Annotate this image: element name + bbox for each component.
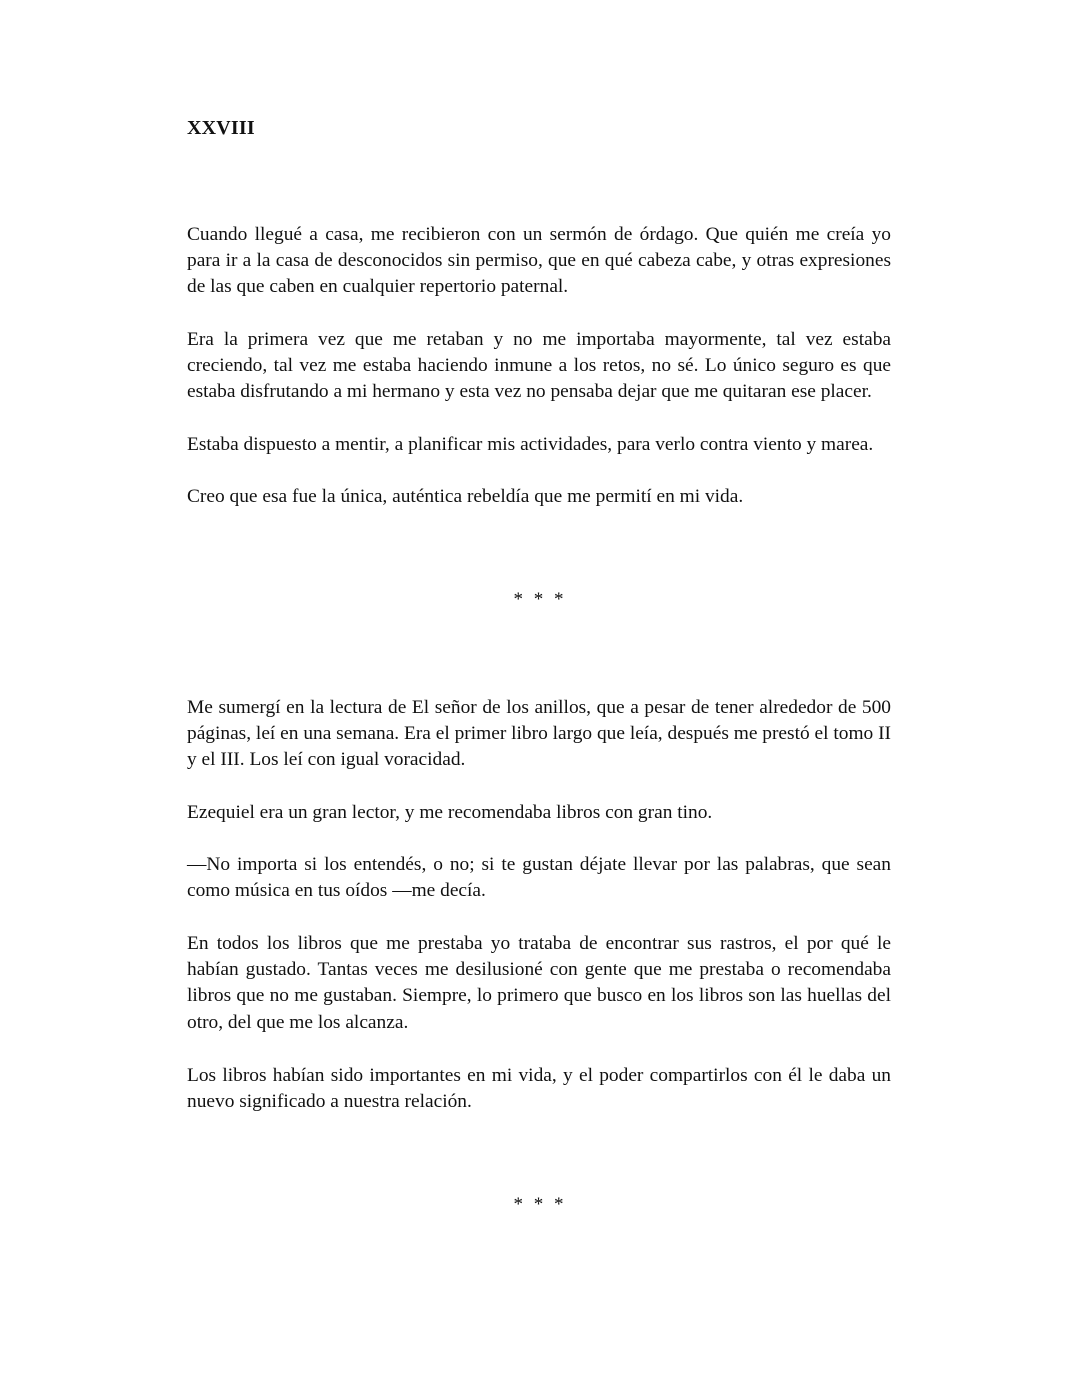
section-separator: * * * — [513, 589, 567, 610]
paragraph-4: Creo que esa fue la única, auténtica rebeldía que me permití en mi vida. — [187, 486, 744, 507]
paragraph-6: Ezequiel era un gran lector, y me recomendaba libros con gran tino. — [187, 802, 713, 823]
chapter-title: XXVIII — [187, 117, 255, 139]
paragraph-8: En todos los libros que me prestaba yo trataba de encontrar sus rastros, el por qué le habían gustado. Tantas veces me desilusioné con gente que me prestaba o recomendaba libros que no me gustaban. Siempre, lo primero que busco en los libros son las huellas del otro, del que me los alcanza. — [187, 933, 891, 1033]
section-separator: * * * — [513, 1194, 567, 1215]
paragraph-3: Estaba dispuesto a mentir, a planificar mis actividades, para verlo contra viento y marea. — [187, 434, 874, 455]
paragraph-9: Los libros habían sido importantes en mi vida, y el poder compartirlos con él le daba un nuevo significado a nuestra relación. — [187, 1065, 891, 1113]
paragraph-2: Era la primera vez que me retaban y no me importaba mayormente, tal vez estaba creciendo, tal vez me estaba haciendo inmune a los retos, no sé. Lo único seguro es que estaba disfrutando a mi hermano y esta vez no pensaba dejar que me quitaran ese placer. — [187, 329, 891, 403]
paragraph-5: Me sumergí en la lectura de El señor de los anillos, que a pesar de tener alrededor de 500 páginas, leí en una semana. Era el primer libro largo que leía, después me prestó el tomo II y el III. Los leí con igual voracidad. — [187, 697, 891, 771]
paragraph-1: Cuando llegué a casa, me recibieron con un sermón de órdago. Que quién me creía yo para ir a la casa de desconocidos sin permiso, que en qué cabeza cabe, y otras expresiones de las que caben en cualquier repertorio paternal. — [187, 224, 891, 298]
paragraph-7: —No importa si los entendés, o no; si te gustan déjate llevar por las palabras, que sean como música en tus oídos —me decía. — [187, 854, 891, 902]
